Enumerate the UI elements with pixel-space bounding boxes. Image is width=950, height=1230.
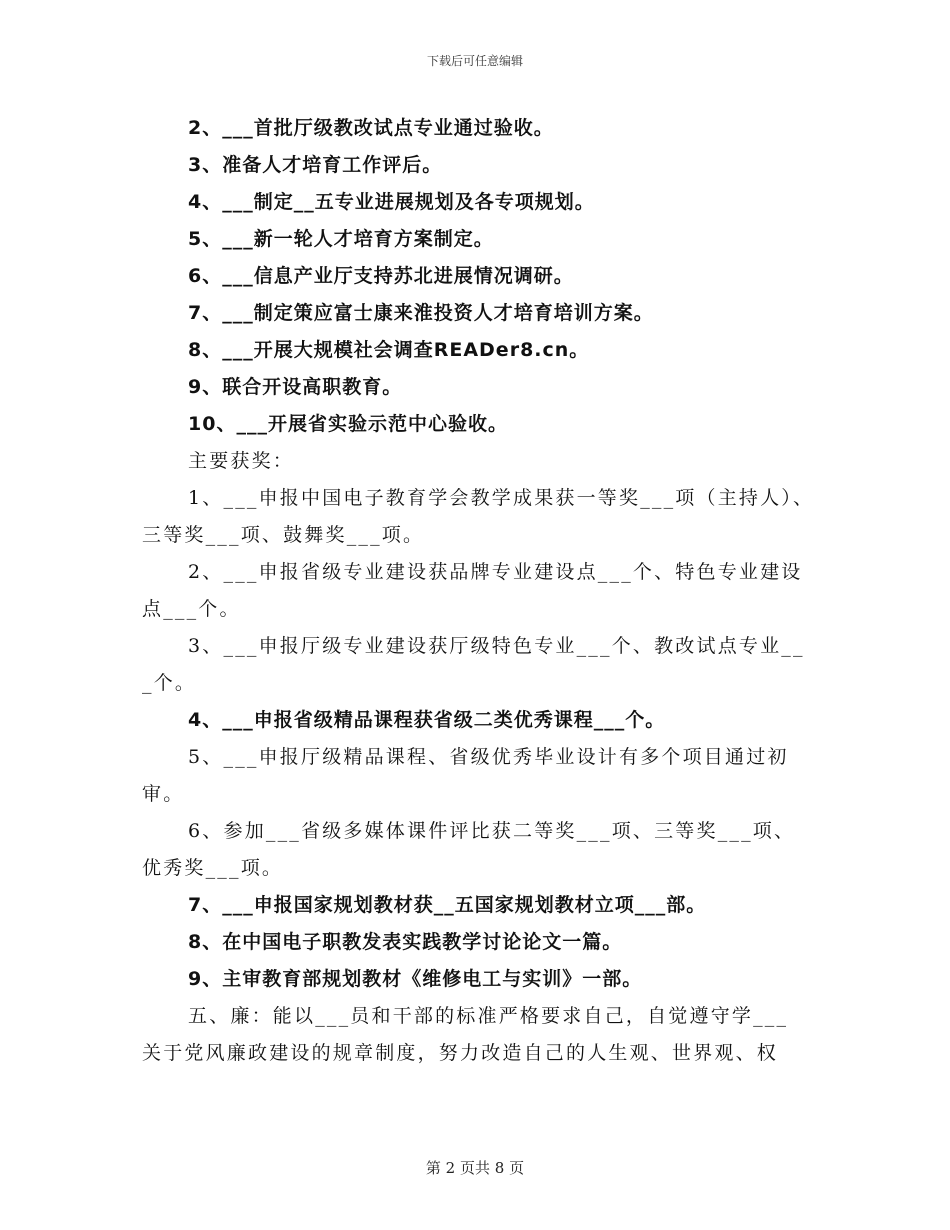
text-line: _个。 xyxy=(142,672,197,694)
text-line: 5、___申报厅级精品课程、省级优秀毕业设计有多个项目通过初 xyxy=(188,746,789,768)
text-line: 点___个。 xyxy=(142,598,241,620)
text-line: 10、___开展省实验示范中心验收。 xyxy=(188,413,508,435)
text-line: 7、___制定策应富士康来淮投资人才培育培训方案。 xyxy=(188,302,654,324)
text-line: 9、主审教育部规划教材《维修电工与实训》一部。 xyxy=(188,968,643,990)
text-line: 审。 xyxy=(142,783,185,805)
text-line: 7、___申报国家规划教材获__五国家规划教材立项___部。 xyxy=(188,894,707,916)
text-line: 8、在中国电子职教发表实践教学讨论论文一篇。 xyxy=(188,931,623,953)
text-line: 2、___申报省级专业建设获品牌专业建设点___个、特色专业建设 xyxy=(188,561,803,583)
text-line: 6、___信息产业厅支持苏北进展情况调研。 xyxy=(188,265,574,287)
text-line: 4、___申报省级精品课程获省级二类优秀课程___个。 xyxy=(188,709,666,731)
text-line: 1、___申报中国电子教育学会教学成果获一等奖___项（主持人）、 xyxy=(188,487,815,509)
text-line: 3、准备人才培育工作评后。 xyxy=(188,154,443,176)
text-line: 4、___制定__五专业进展规划及各专项规划。 xyxy=(188,191,595,213)
text-line: 关于党风廉政建设的规章制度，努力改造自己的人生观、世界观、权 xyxy=(142,1042,779,1064)
text-line: 9、联合开设高职教育。 xyxy=(188,376,403,398)
text-line: 5、___新一轮人才培育方案制定。 xyxy=(188,228,494,250)
page-header: 下载后可任意编辑 xyxy=(426,54,523,68)
section-heading: 主要获奖： xyxy=(188,450,295,472)
text-line: 6、参加___省级多媒体课件评比获二等奖___项、三等奖___项、 xyxy=(188,820,796,842)
page-footer: 第 2 页共 8 页 xyxy=(425,1159,525,1177)
text-line: 五、廉：能以___员和干部的标准严格要求自己，自觉遵守学___ xyxy=(188,1005,789,1027)
text-line: 3、___申报厅级专业建设获厅级特色专业___个、教改试点专业__ xyxy=(188,635,805,657)
text-line: 优秀奖___项。 xyxy=(142,857,284,879)
text-line: 三等奖___项、鼓舞奖___项。 xyxy=(142,524,425,546)
text-line: 8、___开展大规模社会调查READer8.cn。 xyxy=(188,339,590,361)
text-line: 2、___首批厅级教改试点专业通过验收。 xyxy=(188,117,554,139)
